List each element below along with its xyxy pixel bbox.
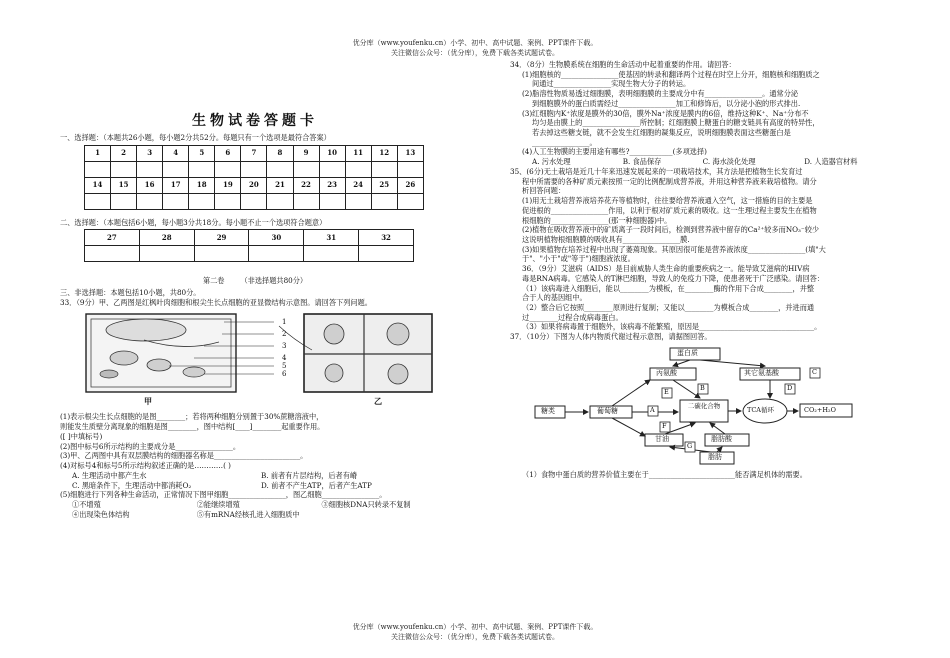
- q34-stem: 34．（8分）生物膜系统在细胞的生命活动中起着重要的作用。请回答：: [510, 60, 736, 69]
- grid-cell: 24: [345, 177, 371, 193]
- q35-line: 35、(6分)无土栽培是近几十年来迅速发展起来的一项栽培技术，其方法是把植物生长发育过: [510, 166, 803, 176]
- answer-grid-2: [84, 229, 414, 262]
- q33-q5-options: [60, 500, 450, 519]
- q35-line: 根细胞的________________(那一种细胞器)中。: [522, 215, 672, 225]
- answer-cell[interactable]: [241, 193, 267, 209]
- diagram-label-2: 2: [282, 330, 287, 339]
- footer-watermark: [300, 622, 650, 642]
- grid-cell: 14: [85, 177, 111, 193]
- q35-line: (2)植物在吸收营养液中的矿质离子一段时间后，检测到营养液中留存的Ca²⁺较多而NO₃⁻较少: [522, 225, 820, 235]
- q35-line: 析回答问题：: [522, 186, 566, 196]
- q34-line: (4)人工生物膜的主要用途有哪些?____________(多项选择): [522, 147, 707, 157]
- grid-cell: 23: [319, 177, 345, 193]
- answer-cell[interactable]: [397, 193, 423, 209]
- grid-cell: 11: [345, 145, 371, 161]
- answer-grid-2-row-a: [85, 230, 414, 246]
- q34-line: (3)红细胞内K⁺浓度是膜外的30倍，膜外Na⁺浓度是膜内的6倍，维持这种K⁺、Na⁺分布不: [522, 108, 809, 118]
- answer-cell[interactable]: [345, 161, 371, 177]
- option-a: A. 生理活动中都产生水: [72, 470, 147, 480]
- right-column: [510, 60, 895, 615]
- node-glucose: 葡萄糖: [597, 406, 618, 415]
- node-pyruvate: 丙氨酸: [656, 368, 677, 377]
- node-product: CO₂+H₂O: [804, 405, 836, 414]
- answer-cell[interactable]: [215, 193, 241, 209]
- option-1: ①不增殖: [72, 499, 101, 509]
- part2-heading: [60, 276, 450, 286]
- q34-line: 间通过________________实现生物大分子的转运。: [532, 79, 691, 89]
- grid-cell: 4: [163, 145, 189, 161]
- answer-cell[interactable]: [267, 193, 293, 209]
- grid-cell: 18: [189, 177, 215, 193]
- grid-cell: 1: [85, 145, 111, 161]
- q33-line: (4)对标号4和标号5所示结构叙述正确的是…………( ): [60, 461, 231, 471]
- grid-cell: 9: [293, 145, 319, 161]
- answer-grid-1-row-c: [85, 177, 424, 193]
- answer-cell[interactable]: [111, 161, 137, 177]
- grid-cell: 13: [397, 145, 423, 161]
- node-protein: 蛋白质: [677, 348, 698, 357]
- q34-options: [510, 157, 895, 167]
- option-2: ②能继续增殖: [196, 499, 240, 509]
- option-3: ③细胞核DNA只转录不复制: [321, 499, 411, 509]
- q34-line: 均匀是由膜上的________________所控制；红细胞膜上糖蛋白的糖支链具有高度的特异性，: [532, 118, 820, 128]
- answer-cell[interactable]: [304, 246, 359, 262]
- answer-grid-1-row-d: [85, 193, 424, 209]
- section2-heading: 二、选择题：（本题包括6小题，每小题3分共18分。每小题不止一个选项符合题意）: [60, 217, 327, 227]
- answer-cell[interactable]: [267, 161, 293, 177]
- grid-cell: 10: [319, 145, 345, 161]
- figure-b-label: 乙: [374, 396, 382, 407]
- option-a: A. 污水处理: [532, 157, 571, 167]
- answer-grid-2-row-b: [85, 246, 414, 262]
- header-watermark: [300, 38, 650, 58]
- q33-line: (3)甲、乙两图中具有双层膜结构的细胞器名称是________________________。: [60, 451, 308, 461]
- answer-cell[interactable]: [137, 193, 163, 209]
- grid-cell: 32: [359, 230, 414, 246]
- grid-cell: 6: [215, 145, 241, 161]
- q34-line: 若去掉这些糖支链，就不会发生红细胞的凝集反应，说明细胞膜表面这些糖蛋白是: [532, 128, 791, 138]
- answer-cell[interactable]: [319, 161, 345, 177]
- answer-cell[interactable]: [397, 161, 423, 177]
- page-title: 生物试卷答题卡: [192, 113, 318, 129]
- diagram-label-3: 3: [282, 342, 287, 351]
- metabolism-diagram: [530, 346, 860, 466]
- grid-cell: 12: [371, 145, 397, 161]
- grid-cell: 19: [215, 177, 241, 193]
- part2-note: （非选择题共80分）: [240, 276, 308, 286]
- header-line-2: 关注微信公众号：（优分库），免费下载各类试题试卷。: [391, 49, 559, 57]
- q36-line: （3）如果将病毒置于细胞外，该病毒不能繁殖，原因是________________________________。: [522, 322, 822, 332]
- node-other-aa: 其它氨基酸: [744, 368, 779, 377]
- grid-cell: 3: [137, 145, 163, 161]
- answer-cell[interactable]: [215, 161, 241, 177]
- answer-cell[interactable]: [163, 161, 189, 177]
- header-line-1: 优分库（www.youfenku.cn）小学、初中、高中试题、案例、PPT课件下载。: [352, 39, 598, 47]
- answer-grid-1-row-a: [85, 145, 424, 161]
- q35-line: 促进根的________________作用，以利于根对矿质元素的吸收。这一生理过程主要发生在植物: [522, 205, 817, 215]
- answer-cell[interactable]: [85, 193, 111, 209]
- grid-cell: 29: [194, 230, 249, 246]
- option-5: ⑤有mRNA经核孔进入细胞质中: [196, 509, 300, 519]
- q34-line: (1)细胞核的________________使基因的转录和翻译两个过程在时空上分开，细胞核和细胞质之: [522, 69, 820, 79]
- grid-cell: 20: [241, 177, 267, 193]
- grid-cell: 8: [267, 145, 293, 161]
- node-sugar: 糖类: [541, 406, 555, 415]
- letter-b: B: [700, 383, 705, 392]
- diagram-label-5: 5: [282, 362, 287, 371]
- letter-f: F: [662, 421, 667, 430]
- q33-line: (1)表示根尖生长点细胞的是图________；若将两种细胞分别置于30%蔗糖溶液中，: [60, 412, 324, 422]
- q33-line: (2)图中标号6所示结构的主要成分是________________。: [60, 441, 241, 451]
- grid-cell: 15: [111, 177, 137, 193]
- option-b: B. 前者有片层结构，后者有嵴: [261, 470, 358, 480]
- q35-line: 于"、"小于"或"等于")细胞液浓度。: [522, 254, 635, 264]
- answer-cell[interactable]: [293, 193, 319, 209]
- answer-cell[interactable]: [189, 193, 215, 209]
- q36-line: （1）该病毒进入细胞后，能以________为模板，在________酶的作用下合成________，并整: [522, 283, 815, 293]
- answer-cell[interactable]: [293, 161, 319, 177]
- answer-cell[interactable]: [111, 193, 137, 209]
- grid-cell: 26: [397, 177, 423, 193]
- option-b: B. 食品保存: [622, 157, 662, 167]
- section1-heading: 一、选择题：（本题共26小题，每小题2分共52分。每题只有一个选项是最符合答案）: [60, 132, 331, 142]
- q36-line: 过________过程合成病毒蛋白。: [522, 312, 623, 322]
- footer-line-2: 关注微信公众号：（优分库），免费下载各类试题试卷。: [391, 633, 559, 641]
- grid-cell: 2: [111, 145, 137, 161]
- grid-cell: 7: [241, 145, 267, 161]
- q36-line: 合于人的基因组中。: [522, 293, 587, 303]
- answer-cell[interactable]: [85, 161, 111, 177]
- grid-cell: 5: [189, 145, 215, 161]
- answer-cell[interactable]: [85, 246, 140, 262]
- node-two-carbon: 二碳化合物: [687, 401, 721, 410]
- q34-line: (2)脂溶性物质易透过细胞膜，表明细胞膜的主要成分中有________________。通常分泌: [522, 89, 799, 99]
- q33-q4-options: [60, 471, 450, 490]
- option-c: C. 海水淡化处理: [702, 157, 756, 167]
- diagram-label-6: 6: [282, 370, 287, 379]
- q36-line: 36．（9分）艾滋病（AIDS）是目前威胁人类生命的重要疾病之一。能导致艾滋病的HIV病: [522, 264, 810, 274]
- left-column: [60, 60, 450, 615]
- grid-cell: 31: [304, 230, 359, 246]
- letter-e: E: [664, 387, 669, 396]
- q35-line: (1)用无土栽培营养液培养花卉等植物时，往往要给营养液通入空气，这一措施的目的主要是: [522, 196, 813, 206]
- q37-q1: （1）食物中蛋白质的营养价值主要在于________________________能否满足机体的需要。: [522, 469, 807, 479]
- q33-line: 则能发生质壁分离现象的细胞是图________，图中结构[____]________起重要作用。: [60, 422, 325, 432]
- diagram-label-4: 4: [282, 354, 287, 363]
- option-d: D. 人造器官材料: [804, 157, 858, 167]
- q36-line: （2）整合后它按照________原则进行复制；又能以________为模板合成________，并进而通: [522, 302, 815, 312]
- q34-line: ________________。: [532, 137, 597, 147]
- letter-g: G: [687, 441, 693, 450]
- cell-diagram-svg: [84, 310, 434, 398]
- answer-grid-1: [84, 145, 424, 210]
- option-d: D. 前者不产生ATP，后者产生ATP: [261, 480, 372, 490]
- answer-grid-1-row-b: [85, 161, 424, 177]
- grid-cell: 27: [85, 230, 140, 246]
- grid-cell: 25: [371, 177, 397, 193]
- q33-line: ([ ]中填标号): [60, 431, 103, 441]
- cell-diagram: [84, 310, 434, 407]
- q34-line: 到细胞膜外的蛋白质需经过________________加工和修饰后，以分泌小泡的形式排出.: [532, 98, 801, 108]
- answer-cell[interactable]: [345, 193, 371, 209]
- q35-line: 这说明植物根细胞膜的吸收具有________________膜.: [522, 234, 690, 244]
- part2-label: 第二卷: [202, 276, 225, 286]
- option-4: ④出现染色体结构: [72, 509, 130, 519]
- section3-heading: 三、非选择题：本题包括10小题，共80分。: [60, 288, 201, 298]
- option-c: C. 黑暗条件下，生理活动中都消耗O₂: [72, 480, 192, 490]
- answer-cell[interactable]: [137, 161, 163, 177]
- answer-cell[interactable]: [359, 246, 414, 262]
- letter-c: C: [812, 367, 817, 376]
- node-fat: 脂肪: [708, 452, 722, 461]
- q33-stem: 33．（9分）甲、乙两图是红枫叶肉细胞和根尖生长点细胞的亚显微结构示意图。请回答下列问题。: [60, 297, 372, 307]
- node-tca: TCA循环: [747, 405, 775, 414]
- grid-cell: 30: [249, 230, 304, 246]
- grid-cell: 21: [267, 177, 293, 193]
- letter-a: A: [650, 405, 655, 414]
- answer-cell[interactable]: [241, 161, 267, 177]
- figure-a-label: 甲: [144, 396, 152, 407]
- letter-d: D: [787, 383, 793, 392]
- diagram-label-1: 1: [282, 318, 287, 327]
- answer-cell[interactable]: [371, 193, 397, 209]
- node-glycerol: 甘油: [655, 434, 669, 443]
- grid-cell: 22: [293, 177, 319, 193]
- q37-stem: 37．（10分）下图为人体内物质代谢过程示意图，请据图回答。: [510, 332, 712, 342]
- answer-cell[interactable]: [189, 161, 215, 177]
- q36-line: 毒是RNA病毒。它感染人的T淋巴细胞，导致人的免疫力下降，使患者死于广泛感染。请回答：: [522, 273, 825, 283]
- q33-body: [60, 412, 450, 519]
- answer-cell[interactable]: [163, 193, 189, 209]
- answer-cell[interactable]: [139, 246, 194, 262]
- footer-line-1: 优分库（www.youfenku.cn）小学、初中、高中试题、案例、PPT课件下载。: [352, 623, 598, 631]
- grid-cell: 17: [163, 177, 189, 193]
- grid-cell: 28: [139, 230, 194, 246]
- answer-cell[interactable]: [194, 246, 249, 262]
- answer-cell[interactable]: [371, 161, 397, 177]
- q33-q5: (5)细胞进行下列各种生命活动，正常情况下图甲细胞________________，图乙细胞________________。: [60, 490, 387, 500]
- answer-cell[interactable]: [319, 193, 345, 209]
- q35-line: (3)如果植物在培养过程中出现了萎蔫现象。其原因很可能是营养液浓度________________(填"大: [522, 244, 826, 254]
- grid-cell: 16: [137, 177, 163, 193]
- answer-cell[interactable]: [249, 246, 304, 262]
- q35-line: 程中所需要的各种矿质元素按照一定的比例配制成营养液，并用这种营养液来栽培植物。请分: [522, 176, 817, 186]
- node-fatty-acid: 脂肪酸: [711, 434, 732, 443]
